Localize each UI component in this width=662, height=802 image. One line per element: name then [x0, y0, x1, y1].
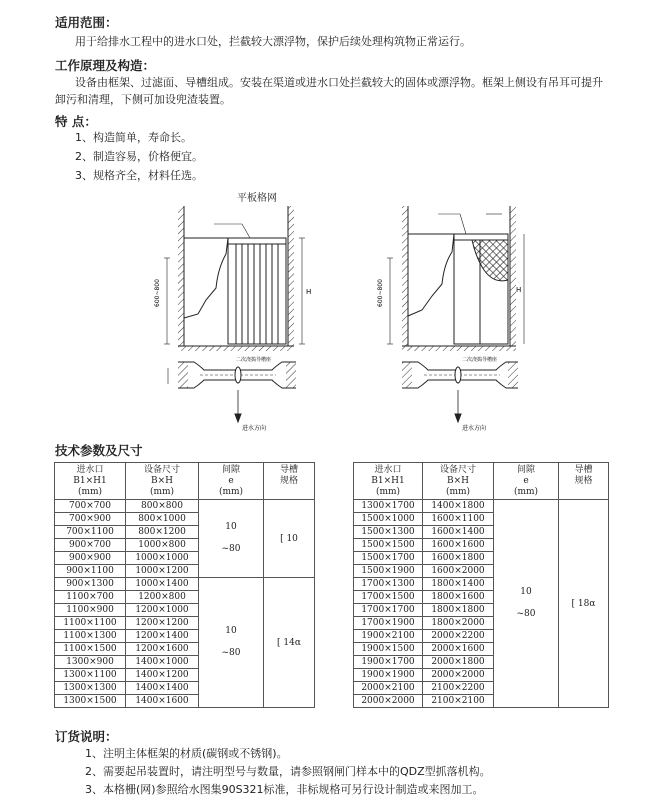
cell-inlet: 700×900: [55, 513, 126, 526]
cell-inlet: 700×700: [55, 500, 126, 513]
dim-label-left: 600~800: [154, 279, 161, 307]
cell-inlet: 700×1100: [55, 526, 126, 539]
cell-size: 1200×800: [126, 591, 199, 604]
left-elevation: [164, 206, 305, 351]
cell-inlet: 1700×1900: [354, 617, 423, 630]
cell-size: 1800×1600: [423, 591, 494, 604]
table-title: 技术参数及尺寸: [55, 443, 143, 458]
cell-size: 1000×1000: [126, 552, 199, 565]
cell-inlet: 1100×1100: [55, 617, 126, 630]
cell-size: 2100×2100: [423, 695, 494, 708]
header-gap: 间隙 e (mm): [199, 463, 264, 500]
cell-size: 1200×1000: [126, 604, 199, 617]
feature-item: 3、规格齐全，材料任选。: [75, 169, 203, 182]
spec-table-left: [54, 462, 315, 708]
guide-label-left: 二次浇捣导槽座: [236, 357, 272, 363]
cell-inlet: 1700×1500: [354, 591, 423, 604]
cell-inlet: 1100×1500: [55, 643, 126, 656]
cell-inlet: 1900×1500: [354, 643, 423, 656]
cell-size: 1600×1100: [423, 513, 494, 526]
cell-size: 1400×1400: [126, 682, 199, 695]
cell-inlet: 1300×1100: [55, 669, 126, 682]
cell-inlet: 900×900: [55, 552, 126, 565]
cell-inlet: 1300×900: [55, 656, 126, 669]
cell-guide: [ 14α: [264, 578, 315, 708]
dim-label-right: 600~800: [377, 279, 384, 307]
order-note: 3、本格栅(网)参照给水图集90S321标准，非标规格可另行设计制造或来图加工。: [85, 783, 484, 796]
header-inlet: 进水口 B1×H1 (mm): [55, 463, 126, 500]
order-note: 1、注明主体框架的材质(碳钢或不锈钢)。: [85, 747, 288, 760]
cell-size: 1800×2000: [423, 617, 494, 630]
screen-drawing: [150, 198, 530, 436]
order-title: 订货说明：: [55, 729, 118, 744]
cell-inlet: 1900×1900: [354, 669, 423, 682]
cell-size: 1200×1600: [126, 643, 199, 656]
cell-inlet: 1500×1000: [354, 513, 423, 526]
cell-gap: 10 ~80: [199, 578, 264, 708]
cell-size: 1400×1000: [126, 656, 199, 669]
drawing-title: 平板格网: [237, 193, 277, 204]
cell-inlet: 1900×2100: [354, 630, 423, 643]
cell-inlet: 1500×1900: [354, 565, 423, 578]
cell-size: 800×1000: [126, 513, 199, 526]
cell-inlet: 1700×1700: [354, 604, 423, 617]
dim-h-left: H: [306, 288, 312, 296]
cell-size: 1600×2000: [423, 565, 494, 578]
left-plan: [168, 362, 296, 422]
cell-guide: [ 18α: [559, 500, 609, 708]
cell-inlet: 1100×900: [55, 604, 126, 617]
header-guide: 导槽 规格: [264, 463, 315, 500]
cell-size: 1800×1800: [423, 604, 494, 617]
cell-size: 1000×800: [126, 539, 199, 552]
cell-size: 800×800: [126, 500, 199, 513]
cell-size: 1400×1800: [423, 500, 494, 513]
cell-inlet: 900×1100: [55, 565, 126, 578]
principle-text-2: 卸污和清理，下侧可加设兜渣装置。: [55, 93, 231, 106]
principle-title: 工作原理及构造：: [55, 58, 156, 73]
header-size: 设备尺寸 B×H (mm): [423, 463, 494, 500]
cell-size: 2000×2000: [423, 669, 494, 682]
flow-label-left: 进水方向: [242, 425, 267, 432]
cell-size: 1000×1200: [126, 565, 199, 578]
cell-inlet: 1500×1500: [354, 539, 423, 552]
cell-size: 1200×1200: [126, 617, 199, 630]
cell-inlet: 2000×2100: [354, 682, 423, 695]
cell-gap: 10 ~80: [494, 500, 559, 708]
feature-item: 2、制造容易，价格便宜。: [75, 150, 203, 163]
cell-size: 1600×1400: [423, 526, 494, 539]
cell-size: 1800×1400: [423, 578, 494, 591]
header-size: 设备尺寸 B×H (mm): [126, 463, 199, 500]
cell-inlet: 1300×1700: [354, 500, 423, 513]
dim-h-right: H: [516, 286, 522, 294]
right-plan: [402, 362, 518, 422]
cell-inlet: 900×1300: [55, 578, 126, 591]
header-gap: 间隙 e (mm): [494, 463, 559, 500]
guide-label-right: 二次浇捣导槽座: [462, 357, 498, 363]
scope-text: 用于给排水工程中的进水口处，拦截较大漂浮物，保护后续处理构筑物正常运行。: [75, 35, 471, 48]
cell-inlet: 1900×1700: [354, 656, 423, 669]
cell-size: 1200×1400: [126, 630, 199, 643]
table-row: [55, 578, 315, 591]
flow-label-right: 进水方向: [462, 425, 487, 432]
cell-size: 1000×1400: [126, 578, 199, 591]
cell-size: 2000×1600: [423, 643, 494, 656]
cell-inlet: 1100×1300: [55, 630, 126, 643]
cell-size: 2000×2200: [423, 630, 494, 643]
feature-item: 1、构造简单，寿命长。: [75, 131, 192, 144]
cell-inlet: 1700×1300: [354, 578, 423, 591]
scope-title: 适用范围：: [55, 15, 118, 30]
cell-inlet: 1300×1300: [55, 682, 126, 695]
header-inlet: 进水口 B1×H1 (mm): [354, 463, 423, 500]
spec-table-right: [353, 462, 609, 708]
cell-size: 2100×2200: [423, 682, 494, 695]
table-row: [55, 500, 315, 513]
right-elevation: [387, 206, 524, 351]
cell-size: 1400×1600: [126, 695, 199, 708]
table-row: [354, 500, 609, 513]
cell-size: 1600×1600: [423, 539, 494, 552]
cell-size: 1600×1800: [423, 552, 494, 565]
header-guide: 导槽 规格: [559, 463, 609, 500]
cell-inlet: 2000×2000: [354, 695, 423, 708]
features-title: 特 点：: [55, 114, 97, 129]
cell-gap: 10 ~80: [199, 500, 264, 578]
cell-inlet: 1500×1300: [354, 526, 423, 539]
cell-size: 2000×1800: [423, 656, 494, 669]
principle-text-1: 设备由框架、过滤面、导槽组成。安装在渠道或进水口处拦截较大的固体或漂浮物。框架上侧设有吊耳可提升: [75, 76, 603, 89]
cell-size: 800×1200: [126, 526, 199, 539]
order-note: 2、需要起吊装置时，请注明型号与数量，请参照钢闸门样本中的QDZ型抓落机构。: [85, 765, 491, 778]
cell-inlet: 900×700: [55, 539, 126, 552]
cell-inlet: 1300×1500: [55, 695, 126, 708]
cell-inlet: 1100×700: [55, 591, 126, 604]
cell-guide: [ 10: [264, 500, 315, 578]
cell-inlet: 1500×1700: [354, 552, 423, 565]
cell-size: 1400×1200: [126, 669, 199, 682]
